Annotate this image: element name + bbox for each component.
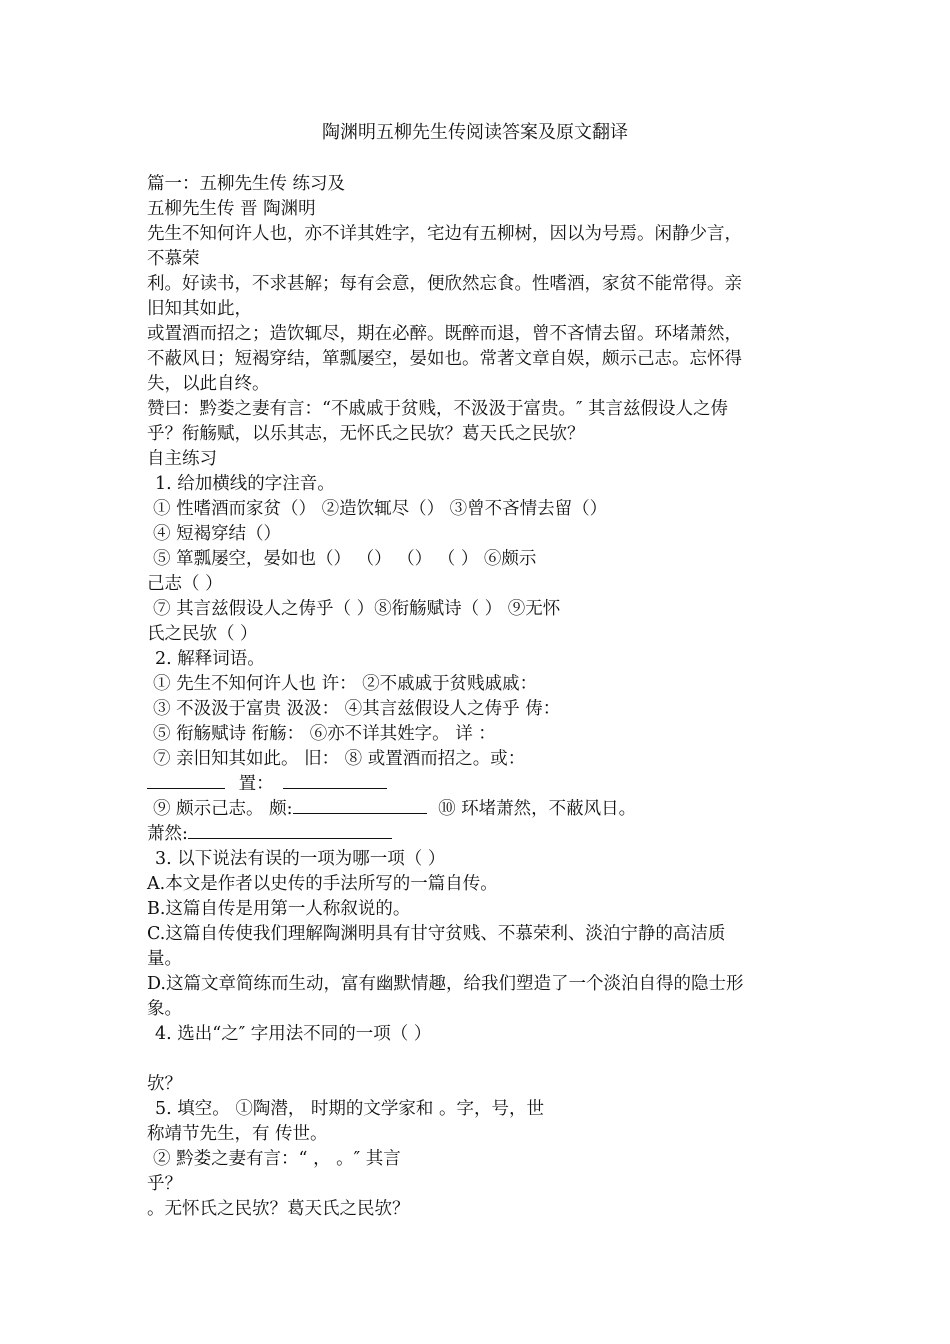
- section-heading: 自主练习: [147, 449, 217, 469]
- text-line: ① 性嗜酒而家贫（） ②造饮辄尽（） ③曾不吝情去留（）: [153, 499, 608, 519]
- text-line: 旧知其如此，: [147, 299, 252, 319]
- text-line: ③ 不汲汲于富贵 汲汲： ④其言兹假设人之俦乎 俦：: [153, 699, 561, 719]
- text-line: 己志（ ）: [147, 574, 223, 594]
- blank-label: 置：: [238, 774, 274, 794]
- text-line: 不慕荣: [147, 249, 200, 269]
- blank-label: ⑨ 颇示己志。 颇:: [153, 799, 293, 819]
- text-line: 称靖节先生，有 传世。: [147, 1124, 328, 1144]
- blank-label: ⑩ 环堵萧然，不蔽风日。: [438, 799, 637, 819]
- text-line: ⑦ 亲旧知其如此。 旧： ⑧ 或置酒而招之。或：: [153, 749, 526, 769]
- page-title: 陶渊明五柳先生传阅读答案及原文翻译: [322, 122, 628, 143]
- document-body: [147, 172, 812, 1222]
- question-heading: 2. 解释词语。: [155, 649, 265, 669]
- text-line: ① 先生不知何许人也 许： ②不戚戚于贫贱戚戚：: [153, 674, 538, 694]
- text-line: [147, 772, 812, 797]
- text-line: ⑦ 其言兹假设人之俦乎（ ）⑧衔觞赋诗（ ） ⑨无怀: [153, 599, 561, 619]
- option-line: 象。: [147, 999, 182, 1019]
- question-heading: 5. 填空。 ①陶潜， 时期的文学家和 。字，号，世: [155, 1099, 544, 1119]
- text-line: [147, 797, 812, 822]
- option-line: C.这篇自传使我们理解陶渊明具有甘守贫贱、不慕荣利、淡泊宁静的高洁质: [147, 924, 726, 944]
- text-line: 篇一：五柳先生传 练习及: [147, 174, 346, 194]
- answer-blank: [147, 772, 225, 789]
- question-heading: 4. 选出“之″ 字用法不同的一项（ ）: [155, 1024, 432, 1044]
- text-line: ④ 短褐穿结（）: [153, 524, 282, 544]
- text-line: 先生不知何许人也，亦不详其姓字，宅边有五柳树，因以为号焉。闲静少言，: [147, 224, 742, 244]
- text-line: ② 黔娄之妻有言：“ ， 。″ 其言: [153, 1149, 401, 1169]
- question-heading: 1. 给加横线的字注音。: [155, 474, 335, 494]
- text-line: 乎？: [147, 1174, 182, 1194]
- text-line: ⑤ 箪瓢屡空，晏如也（） （） （） （ ） ⑥颇示: [153, 549, 537, 569]
- text-line: 欤？: [147, 1074, 182, 1094]
- text-line: 乎？衔觞赋，以乐其志，无怀氏之民欤？葛天氏之民欤？: [147, 424, 585, 444]
- option-line: 量。: [147, 949, 182, 969]
- text-line: 或置酒而招之；造饮辄尽，期在必醉。既醉而退，曾不吝情去留。环堵萧然，: [147, 324, 742, 344]
- question-heading: 3. 以下说法有误的一项为哪一项（ ）: [155, 849, 446, 869]
- text-line: 氏之民欤（ ）: [147, 624, 258, 644]
- text-line: 五柳先生传 晋 陶渊明: [147, 199, 316, 219]
- option-line: D.这篇文章简练而生动，富有幽默情趣，给我们塑造了一个淡泊自得的隐士形: [147, 974, 744, 994]
- answer-blank: [188, 822, 392, 839]
- option-line: A.本文是作者以史传的手法所写的一篇自传。: [147, 874, 498, 894]
- text-line: 不蔽风日；短褐穿结，箪瓢屡空，晏如也。常著文章自娱，颇示己志。忘怀得: [147, 349, 742, 369]
- text-line: 。无怀氏之民欤？葛天氏之民欤？: [147, 1199, 410, 1219]
- text-line: ⑤ 衔觞赋诗 衔觞： ⑥亦不详其姓字。 详 ：: [153, 724, 496, 744]
- text-line: 利。好读书，不求甚解；每有会意，便欣然忘食。性嗜酒，家贫不能常得。亲: [147, 274, 742, 294]
- blank-label: 萧然:: [147, 824, 188, 844]
- text-line: [147, 822, 812, 847]
- text-line: 赞曰：黔娄之妻有言：“不戚戚于贫贱，不汲汲于富贵。″ 其言兹假设人之俦: [147, 399, 729, 419]
- answer-blank: [293, 797, 427, 814]
- answer-blank: [283, 772, 387, 789]
- text-line: 失，以此自终。: [147, 374, 270, 394]
- option-line: B.这篇自传是用第一人称叙说的。: [147, 899, 411, 919]
